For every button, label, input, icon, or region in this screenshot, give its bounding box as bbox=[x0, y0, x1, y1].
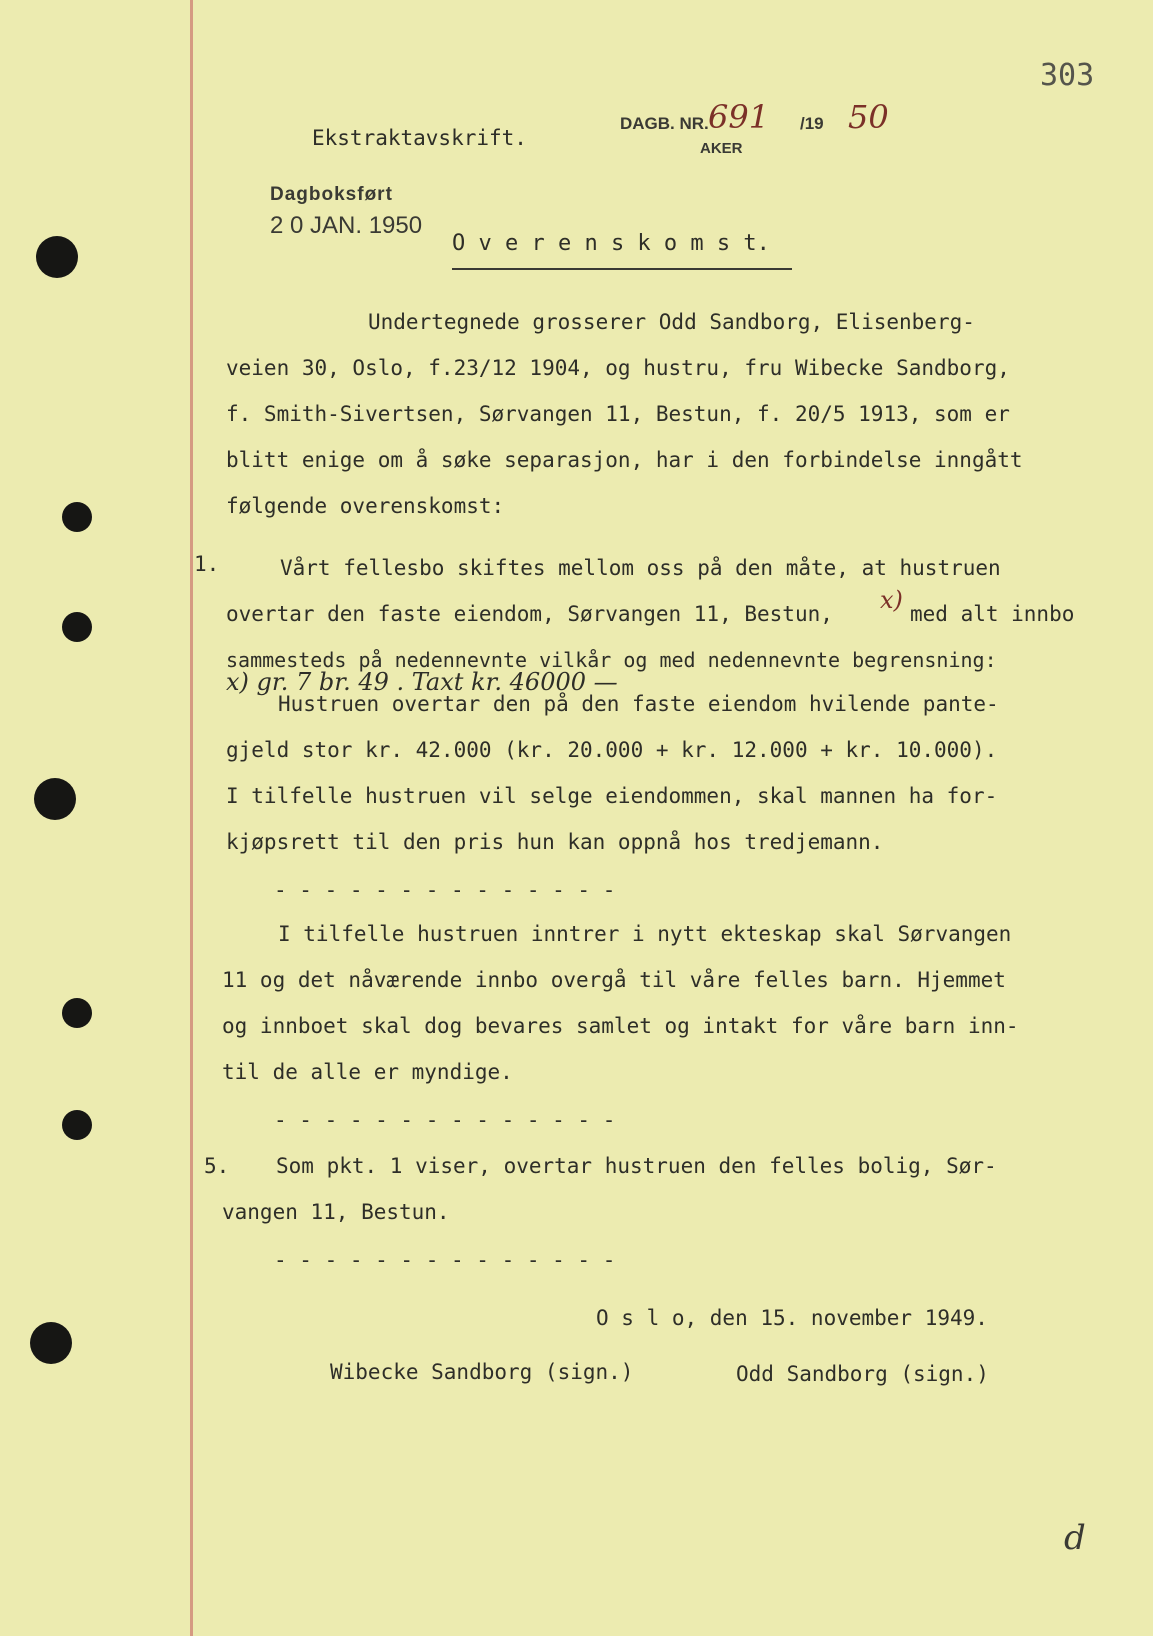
para2-line: kjøpsrett til den pris hun kan oppnå hos tredjemann. bbox=[226, 830, 884, 854]
dash-separator: - - - - - - - - - - - - - - bbox=[274, 878, 616, 902]
para3-line: 11 og det nåværende innbo overgå til våre felles barn. Hjemmet bbox=[222, 968, 1006, 992]
para2-line: Hustruen overtar den på den faste eiendom hvilende pante- bbox=[278, 692, 999, 716]
handwritten-annotation: x) gr. 7 br. 49 . Taxt kr. 46000 — bbox=[226, 668, 618, 696]
punch-hole bbox=[36, 236, 78, 278]
document-title: O v e r e n s k o m s t. bbox=[452, 231, 770, 256]
stamp-place: AKER bbox=[700, 140, 743, 157]
insertion-mark: x) bbox=[880, 586, 903, 614]
dash-separator: - - - - - - - - - - - - - - bbox=[274, 1248, 616, 1272]
intro-line: blitt enige om å søke separasjon, har i den forbindelse inngått bbox=[226, 448, 1023, 472]
para3-line: til de alle er myndige. bbox=[222, 1060, 513, 1084]
punch-hole bbox=[62, 612, 92, 642]
document-type-label: Ekstraktavskrift. bbox=[312, 126, 527, 150]
page-number: 303 bbox=[1040, 58, 1095, 93]
intro-line: Undertegnede grosserer Odd Sandborg, Elisenberg- bbox=[368, 310, 975, 334]
intro-line: veien 30, Oslo, f.23/12 1904, og hustru, fru Wibecke Sandborg, bbox=[226, 356, 1010, 380]
date-line: O s l o, den 15. november 1949. bbox=[596, 1306, 988, 1330]
dagbok-year: 50 bbox=[848, 98, 889, 136]
punch-hole bbox=[34, 778, 76, 820]
dagboksfort-label: Dagboksført bbox=[270, 184, 393, 205]
signature-left: Wibecke Sandborg (sign.) bbox=[330, 1360, 634, 1384]
punch-hole bbox=[30, 1322, 72, 1364]
para2-line: gjeld stor kr. 42.000 (kr. 20.000 + kr. 12.000 + kr. 10.000). bbox=[226, 738, 998, 762]
punch-hole bbox=[62, 998, 92, 1028]
dagbok-stamp-prefix: DAGB. NR. bbox=[620, 114, 709, 133]
item-number: 5. bbox=[204, 1154, 230, 1178]
title-underline bbox=[452, 268, 792, 270]
item1-line: sammesteds på nedennevnte vilkår og med nedennevnte begrensning: bbox=[226, 648, 997, 672]
intro-line: følgende overenskomst: bbox=[226, 494, 505, 518]
dagbok-number: 691 bbox=[708, 98, 770, 136]
margin-rule bbox=[190, 0, 193, 1636]
dagboksfort-date: 2 0 JAN. 1950 bbox=[270, 212, 423, 239]
dash-separator: - - - - - - - - - - - - - - bbox=[274, 1108, 616, 1132]
para3-line: I tilfelle hustruen inntrer i nytt ekteskap skal Sørvangen bbox=[278, 922, 1012, 946]
punch-hole bbox=[62, 502, 92, 532]
item5-line: vangen 11, Bestun. bbox=[222, 1200, 450, 1224]
corner-mark: d bbox=[1064, 1518, 1086, 1558]
item5-line: Som pkt. 1 viser, overtar hustruen den felles bolig, Sør- bbox=[276, 1154, 997, 1178]
dagbok-year-prefix: /19 bbox=[800, 114, 824, 133]
item1-line: med alt innbo bbox=[910, 602, 1075, 626]
signature-right: Odd Sandborg (sign.) bbox=[736, 1362, 989, 1386]
intro-line: f. Smith-Sivertsen, Sørvangen 11, Bestun, f. 20/5 1913, som er bbox=[226, 402, 1010, 426]
item1-line: Vårt fellesbo skiftes mellom oss på den måte, at hustruen bbox=[280, 556, 1001, 580]
para2-line: I tilfelle hustruen vil selge eiendommen, skal mannen ha for- bbox=[226, 784, 998, 808]
item1-line: overtar den faste eiendom, Sørvangen 11, Bestun, bbox=[226, 602, 833, 626]
item-number: 1. bbox=[194, 552, 220, 576]
para3-line: og innboet skal dog bevares samlet og intakt for våre barn inn- bbox=[222, 1014, 1019, 1038]
punch-hole bbox=[62, 1110, 92, 1140]
